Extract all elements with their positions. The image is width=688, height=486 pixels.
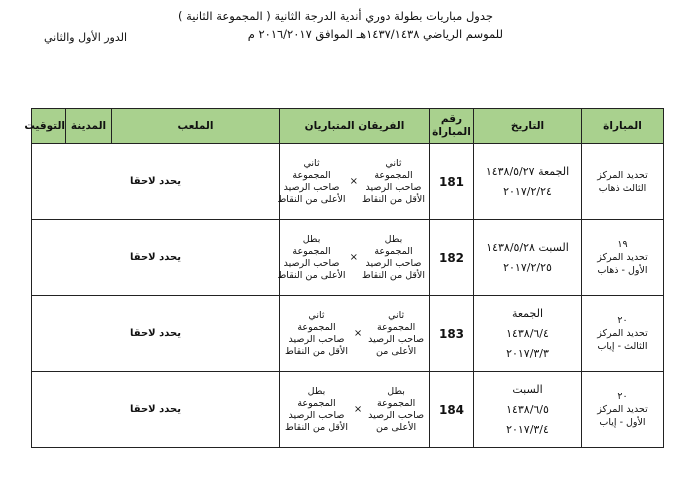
fixtures-table: [24, 108, 664, 448]
match-number: 182: [430, 220, 474, 296]
date-cell: [474, 144, 582, 220]
header-city: المدينة: [66, 109, 112, 144]
stage-line: تحديد المركز: [597, 328, 648, 339]
stage-cell: [582, 144, 664, 220]
teams-cell: [280, 372, 430, 448]
versus-sign: ×: [349, 251, 358, 263]
venue-tbd: يحدد لاحقا: [32, 372, 280, 448]
team-line: الأعلى من: [376, 421, 417, 433]
date-hijri: ١٤٣٨/٦/٤: [506, 326, 549, 340]
date-cell: [474, 296, 582, 372]
stage-line: الثالث - إياب: [597, 341, 648, 352]
versus-sign: ×: [349, 175, 358, 187]
team-line: بطل: [307, 385, 326, 397]
teams-cell: [277, 144, 430, 220]
header-teams: الفريقان المتباريان: [280, 109, 430, 144]
team-line: الأعلى من النقاط: [277, 269, 346, 281]
date-gregorian: ٢٠١٧/٣/٣: [506, 346, 549, 360]
match-number: 181: [430, 144, 474, 220]
team-line: صاحب الرصيد: [368, 409, 425, 421]
venue-tbd: يحدد لاحقا: [32, 296, 280, 372]
team-line: الأعلى من: [376, 345, 417, 357]
header-number: رقم المباراة: [430, 109, 474, 144]
team-line: المجموعة: [374, 245, 413, 257]
date-cell: [474, 372, 582, 448]
team-line: الأقل من النقاط: [284, 345, 348, 357]
team-line: ثاني: [385, 157, 402, 169]
table-header-row: [32, 109, 664, 144]
team-line: المجموعة: [292, 245, 331, 257]
date-day: السبت ١٤٣٨/٥/٢٨: [486, 240, 569, 254]
header-match: المباراة: [582, 109, 664, 144]
date-day: الجمعة: [511, 306, 544, 320]
table-row: [32, 372, 664, 448]
versus-sign: ×: [353, 327, 363, 339]
date-cell: [474, 220, 582, 296]
team-b: [278, 234, 346, 282]
stage-line: الأول - ذهاب: [597, 265, 648, 276]
team-line: المجموعة: [297, 321, 336, 333]
team-line: ثاني: [308, 309, 325, 321]
table-row: [32, 144, 664, 220]
stage-cell: [582, 220, 664, 296]
teams-cell: [280, 296, 430, 372]
team-line: صاحب الرصيد: [283, 257, 340, 269]
versus-sign: ×: [353, 403, 363, 415]
team-line: المجموعة: [376, 397, 416, 409]
date-day: الجمعة ١٤٣٨/٥/٢٧: [485, 164, 570, 178]
team-line: صاحب الرصيد: [288, 333, 345, 345]
team-line: بطل: [387, 385, 405, 397]
header-time: التوقيت: [32, 109, 66, 144]
stage-line: تحديد المركز: [597, 404, 648, 415]
team-line: صاحب الرصيد: [365, 181, 422, 193]
team-line: الأقل من النقاط: [284, 421, 348, 433]
date-gregorian: ٢٠١٧/٢/٢٥: [503, 260, 552, 274]
stage-number: ٢٠: [617, 315, 628, 326]
team-line: الأعلى من النقاط: [277, 193, 346, 205]
team-b: [278, 158, 346, 206]
team-a: [368, 310, 424, 358]
team-line: صاحب الرصيد: [283, 181, 340, 193]
teams-cell: [277, 220, 430, 296]
team-line: صاحب الرصيد: [288, 409, 345, 421]
date-day: السبت: [512, 382, 543, 396]
venue-tbd: يحدد لاحقا: [32, 144, 280, 220]
stage-number: ١٩: [617, 239, 628, 250]
stage-line: الأول - إياب: [599, 417, 646, 428]
date-gregorian: ٢٠١٧/٣/٤: [506, 422, 549, 436]
stage-line: تحديد المركز: [597, 252, 648, 263]
table-row: [32, 220, 664, 296]
team-b: [285, 310, 348, 358]
team-line: الأقل من النقاط: [361, 193, 425, 205]
team-line: المجموعة: [292, 169, 331, 181]
round-label: الدور الأول والثاني: [44, 31, 128, 44]
match-number: 184: [430, 372, 474, 448]
team-line: ثاني: [388, 309, 405, 321]
team-a: [368, 386, 424, 434]
header-stadium: الملعب: [112, 109, 280, 144]
team-line: الأقل من النقاط: [361, 269, 425, 281]
team-b: [285, 386, 348, 434]
team-line: المجموعة: [297, 397, 336, 409]
team-line: صاحب الرصيد: [368, 333, 425, 345]
team-line: بطل: [302, 233, 321, 245]
season-subtitle: للموسم الرياضي ١٤٣٧/١٤٣٨هـ الموافق ٢٠١٦/٢٠١٧ م: [247, 27, 503, 41]
venue-tbd: يحدد لاحقا: [32, 220, 280, 296]
header-date: التاريخ: [474, 109, 582, 144]
stage-line: تحديد المركز: [597, 169, 648, 181]
team-line: المجموعة: [374, 169, 413, 181]
match-number: 183: [430, 296, 474, 372]
team-line: بطل: [384, 233, 403, 245]
team-a: [362, 234, 425, 282]
team-a: [362, 158, 425, 206]
date-hijri: ١٤٣٨/٦/٥: [506, 402, 549, 416]
stage-cell: [582, 296, 664, 372]
stage-line: الثالث ذهاب: [598, 182, 647, 194]
table-row: [32, 296, 664, 372]
stage-cell: [582, 372, 664, 448]
team-line: المجموعة: [376, 321, 416, 333]
date-gregorian: ٢٠١٧/٢/٢٤: [503, 184, 552, 198]
team-line: صاحب الرصيد: [365, 257, 422, 269]
team-line: ثاني: [303, 157, 320, 169]
page-title: جدول مباريات بطولة دوري أندية الدرجة الثانية ( المجموعة الثانية ): [177, 9, 493, 23]
stage-number: ٢٠: [617, 391, 628, 402]
